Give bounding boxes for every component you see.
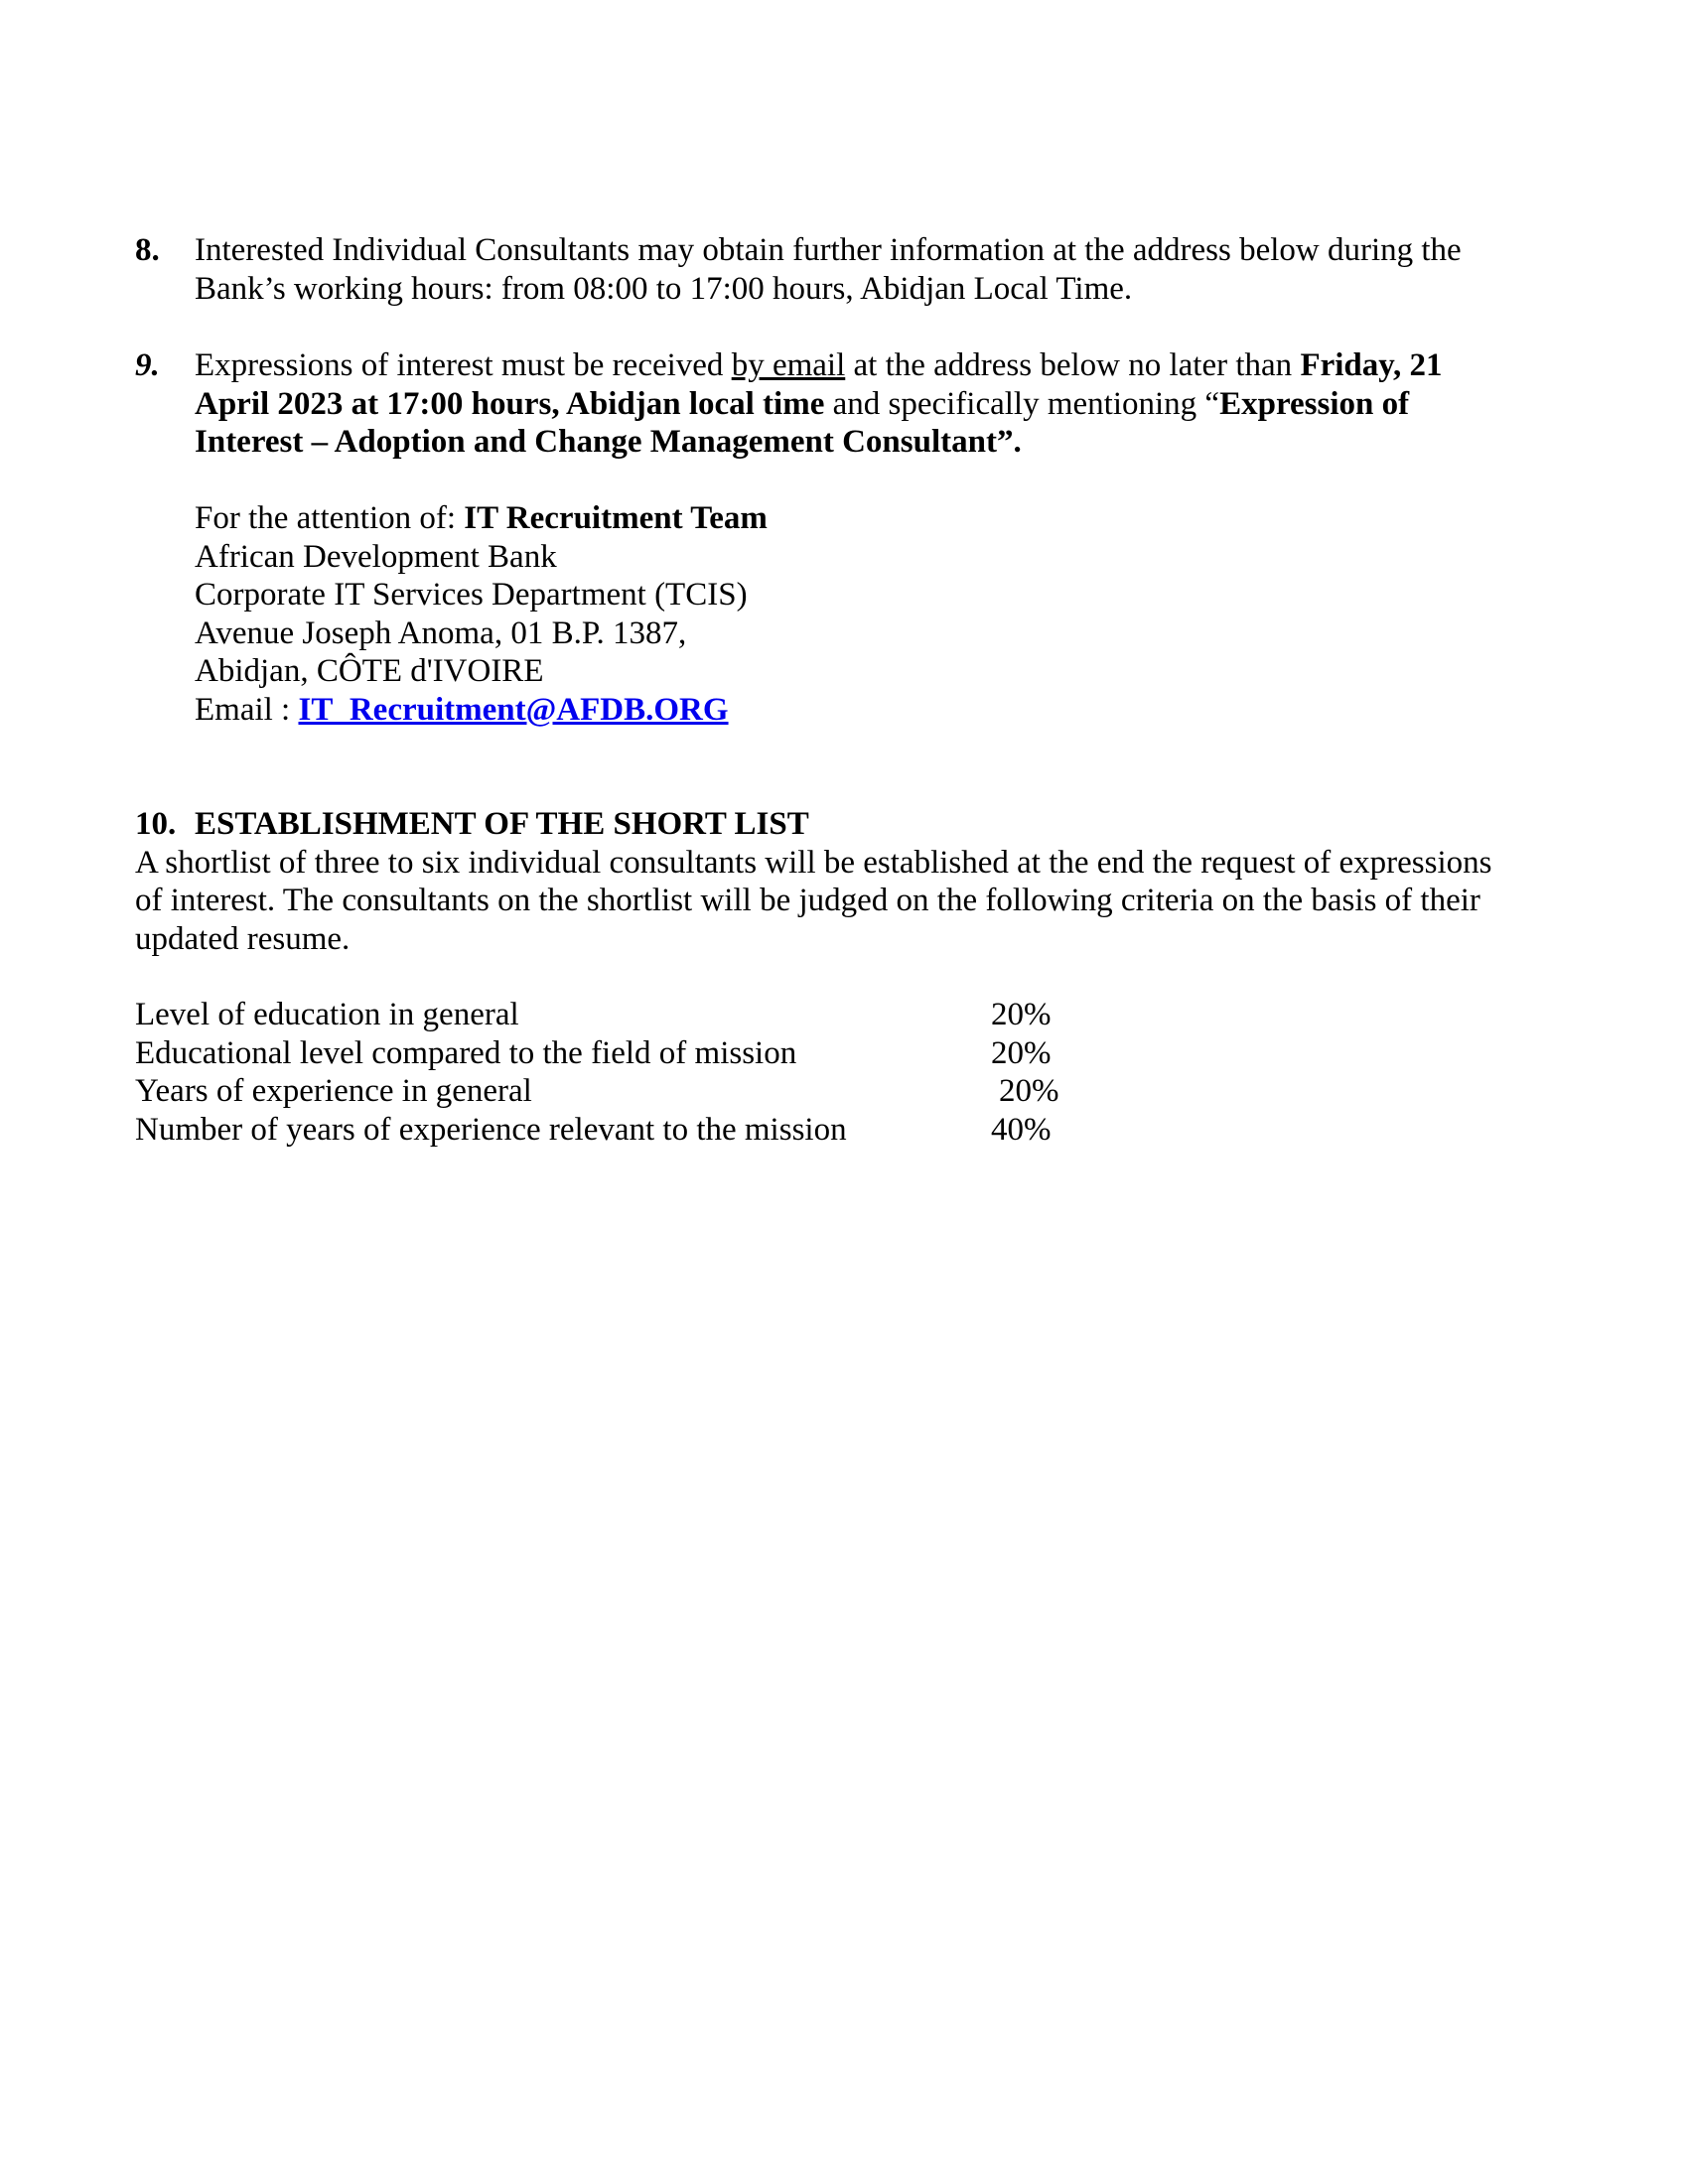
item-9-text-part2: at the address below no later than xyxy=(845,347,1301,383)
criteria-list xyxy=(135,996,1128,1149)
section-10-number: 10. xyxy=(135,806,177,842)
address-block xyxy=(195,499,768,729)
attention-line xyxy=(195,499,768,538)
section-10-body: A shortlist of three to six individual consultants will be established at the end the request of expressions of interest. The consultants on the shortlist will be judged on the following criteria on the basis of their updated resume. xyxy=(135,844,1492,957)
criteria-label: Years of experience in general xyxy=(135,1073,532,1109)
item-9-text-part3: and specifically mentioning “ xyxy=(824,385,1220,422)
attention-team: IT Recruitment Team xyxy=(464,500,768,536)
criteria-row xyxy=(135,1034,1128,1073)
criteria-label: Educational level compared to the field of mission xyxy=(135,1034,797,1071)
criteria-weight: 20% xyxy=(999,1073,1059,1109)
item-9-by-email: by email xyxy=(731,347,846,383)
item-9-subject: Expression of Interest – Adoption and Change Management Consultant”. xyxy=(195,385,1410,460)
criteria-label: Number of years of experience relevant to the mission xyxy=(135,1111,847,1148)
item-9-number: 9. xyxy=(135,347,160,383)
address-line-4: Abidjan, CÔTE d'IVOIRE xyxy=(195,653,544,689)
criteria-row xyxy=(135,996,1128,1034)
item-9 xyxy=(135,346,1495,462)
section-10-heading xyxy=(135,805,1495,844)
criteria-weight: 40% xyxy=(991,1111,1052,1148)
address-line-3: Avenue Joseph Anoma, 01 B.P. 1387, xyxy=(195,614,687,651)
section-10 xyxy=(135,805,1495,958)
criteria-label: Level of education in general xyxy=(135,997,519,1032)
address-line-2: Corporate IT Services Department (TCIS) xyxy=(195,577,748,613)
attention-label: For the attention of: xyxy=(195,500,465,536)
email-link[interactable]: IT_Recruitment@AFDB.ORG xyxy=(298,691,729,728)
email-line xyxy=(195,691,768,730)
criteria-row xyxy=(135,1072,1128,1111)
address-line-1: African Development Bank xyxy=(195,538,557,575)
item-8-text: Interested Individual Consultants may obtain further information at the address below during the Bank’s working hours: from 08:00 to 17:00 hours, Abidjan Local Time. xyxy=(195,232,1462,307)
criteria-weight: 20% xyxy=(991,997,1052,1032)
section-10-title: ESTABLISHMENT OF THE SHORT LIST xyxy=(195,806,809,842)
criteria-row xyxy=(135,1111,1128,1150)
email-label: Email : xyxy=(195,691,299,728)
item-8-number: 8. xyxy=(135,232,160,268)
criteria-weight: 20% xyxy=(991,1034,1052,1071)
item-9-deadline: Friday, 21 April 2023 at 17:00 hours, Abidjan local time xyxy=(195,347,1443,422)
item-9-text-part1: Expressions of interest must be received xyxy=(195,347,732,383)
item-8 xyxy=(135,231,1495,308)
